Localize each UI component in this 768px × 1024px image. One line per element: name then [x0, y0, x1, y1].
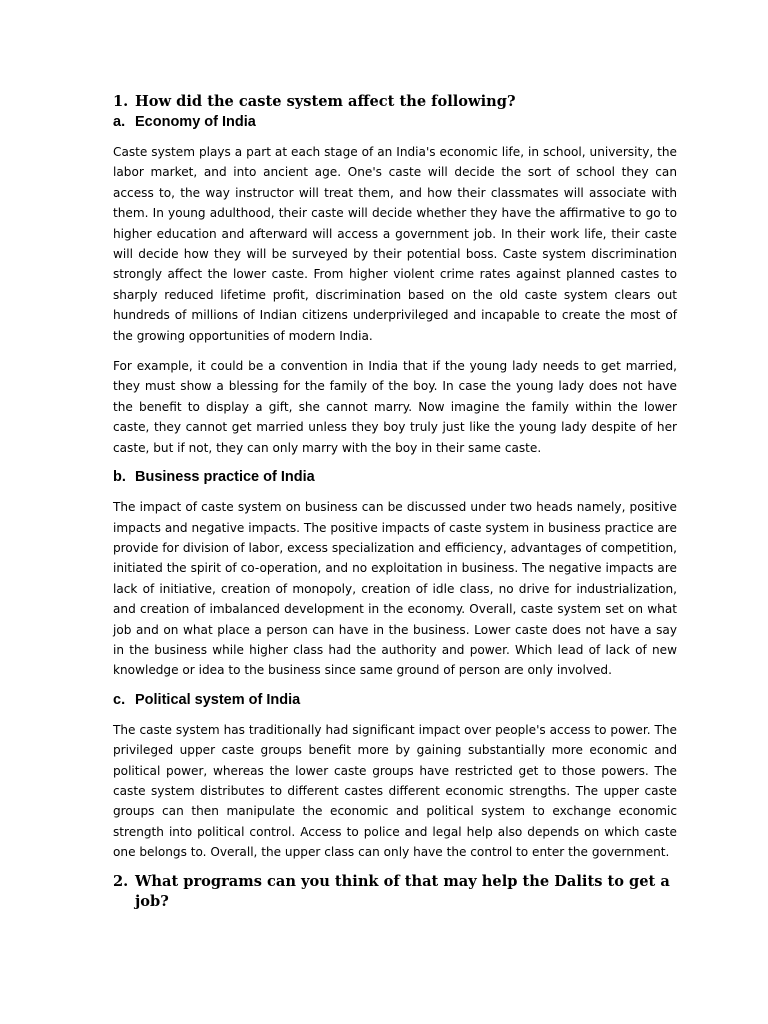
section-c-heading [113, 690, 677, 710]
section-a-letter: a. [113, 114, 126, 130]
section-c-paragraph-1: The caste system has traditionally had significant impact over people's access to power. The privileged upper caste groups benefit more by gaining substantially more economic and political power, whereas the lower caste groups have restricted get to those powers. The caste system distributes to different castes different economic strengths. The upper caste groups can then manipulate the economic and political system to exchange economic strength into political control. Access to police and legal help also depends on which caste one belongs to. Overall, the upper class can only have the control to enter the government. [113, 722, 677, 860]
section-b-letter: b. [113, 469, 126, 486]
section-c-letter: c. [113, 691, 126, 708]
question-2-number: 2. [113, 872, 129, 890]
section-b-title: Business practice of India [135, 469, 315, 486]
section-b-paragraph-1: The impact of caste system on business can be discussed under two heads namely, positive impacts and negative impacts. The positive impacts of caste system in business practice are provide for division of labor, excess specialization and efficiency, advantages of competition, initiated the spirit of co-operation, and no exploitation in business. The negative impacts are lack of initiative, creation of monopoly, creation of idle class, no drive for industrialization, and creation of imbalanced development in the economy. Overall, caste system set on what job and on what place a person can have in the business. Lower caste does not have a say in the business while higher class had the authority and power. Which lead of lack of new knowledge or idea to the business since same ground of person are only involved. [113, 500, 677, 678]
section-b-heading [113, 467, 677, 487]
section-a-title: Economy of India [135, 114, 256, 130]
question-2-heading [113, 872, 677, 912]
question-1-text: How did the caste system affect the following? [135, 93, 516, 110]
section-a-paragraph-2: For example, it could be a convention in India that if the young lady needs to get married, they must show a blessing for the family of the boy. In case the young lady does not have the benefit to display a gift, she cannot marry. Now imagine the family within the lower caste, they cannot get married unless they boy truly just like the young lady despite of her caste, but if not, they can only marry with the boy in their same caste. [113, 359, 677, 455]
question-1-number: 1. [113, 93, 129, 110]
question-1-heading [113, 92, 677, 112]
question-2-text: What programs can you think of that may help the Dalits to get a job? [135, 872, 670, 910]
section-a-heading [113, 112, 677, 132]
document-body [113, 92, 677, 912]
section-a-paragraph-1: Caste system plays a part at each stage of an India's economic life, in school, university, the labor market, and into ancient age. One's caste will decide the sort of school they can access to, the way instructor will treat them, and how their classmates will associate with them. In young adulthood, their caste will decide whether they have the affirmative to go to higher education and afterward will access a government job. In their work life, their caste will decide how they will be surveyed by their potential boss. Caste system discrimination strongly affect the lower caste. From higher violent crime rates against planned castes to sharply reduced lifetime profit, discrimination based on the old caste system clears out hundreds of millions of Indian citizens underprivileged and incapable to create the most of the growing opportunities of modern India. [113, 145, 677, 343]
section-c-title: Political system of India [135, 691, 301, 708]
